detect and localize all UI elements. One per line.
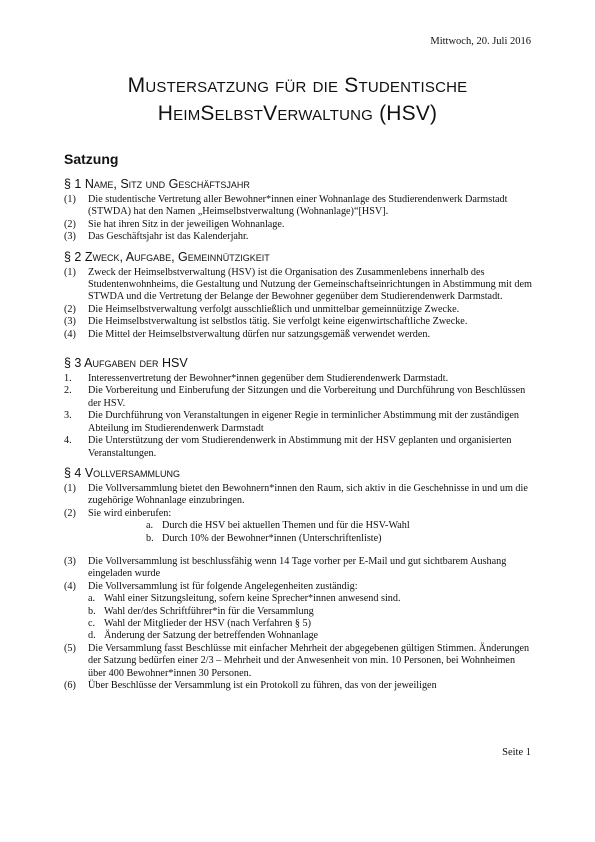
clause-text: Das Geschäftsjahr ist das Kalenderjahr. bbox=[88, 231, 249, 243]
clause bbox=[64, 581, 532, 643]
clause-number: (2) bbox=[64, 507, 76, 519]
clause-number: (3) bbox=[64, 316, 76, 328]
clause-list bbox=[64, 483, 532, 693]
clause bbox=[64, 435, 532, 460]
sub-clause-text: Durch die HSV bei aktuellen Themen und für die HSV-Wahl bbox=[162, 520, 410, 532]
clause-text: Die Vollversammlung bietet den Bewohnern*innen den Raum, sich aktiv in die Geschehnisse in und um die zugehörige Wohnanlage einzubringen. bbox=[88, 482, 528, 507]
section-title: § 3 Aufgaben der HSV bbox=[64, 356, 188, 371]
clause-text: Die Durchführung von Veranstaltungen in eigener Regie in terminlicher Abstimmung mit der zuständigen Abteilung im Studierendenwerk Darmstadt bbox=[88, 410, 519, 434]
clause-text: Die Vorbereitung und Einberufung der Sitzungen und die Vorbereitung und Durchführung von Beschlüssen der HSV. bbox=[88, 385, 526, 409]
clause bbox=[64, 556, 532, 581]
clause-text: Die Unterstützung der vom Studierendenwerk in Abstimmung mit der HSV geplanten und organisierten Veranstaltungen. bbox=[88, 435, 512, 459]
clause-number: (3) bbox=[64, 231, 76, 243]
clause bbox=[64, 194, 532, 219]
section-1 bbox=[64, 176, 532, 244]
clause bbox=[64, 483, 532, 508]
clause-list bbox=[64, 373, 532, 460]
clause-text: Über Beschlüsse der Versammlung ist ein Protokoll zu führen, das von der jeweiligen bbox=[88, 680, 437, 691]
clause-number: 1. bbox=[64, 373, 72, 385]
clause-text: Die Versammlung fasst Beschlüsse mit einfacher Mehrheit der abgegebenen gültigen Stimmen. Änderungen der Satzung bedürfen einer 2/3 – Mehrheit und der Anwesenheit von min. 10 Personen, bei Wohnheimen über 400 Bewohner*innen 30 Personen. bbox=[88, 642, 530, 679]
title-line-1: Mustersatzung für die Studentische bbox=[127, 74, 468, 97]
sub-clause-list bbox=[88, 520, 532, 545]
satzung-heading: Satzung bbox=[64, 151, 119, 167]
sub-clause bbox=[88, 606, 532, 618]
clause-list bbox=[64, 194, 532, 244]
sub-clause bbox=[146, 520, 532, 532]
clause-number: 4. bbox=[64, 435, 72, 447]
clause bbox=[64, 329, 532, 341]
sub-clause-letter: a. bbox=[146, 520, 154, 532]
clause-text: Sie wird einberufen: bbox=[88, 507, 172, 519]
sub-clause-text: Wahl der/des Schriftführer*in für die Versammlung bbox=[104, 605, 314, 617]
clause bbox=[64, 410, 532, 435]
sub-clause-text: Änderung der Satzung der betreffenden Wohnanlage bbox=[104, 630, 319, 642]
clause-number: (1) bbox=[64, 266, 76, 278]
clause-number: (1) bbox=[64, 482, 76, 494]
clause bbox=[64, 373, 532, 385]
clause-text: Die Vollversammlung ist für folgende Angelegenheiten zuständig: bbox=[88, 580, 358, 592]
clause bbox=[64, 316, 532, 328]
sub-clause bbox=[146, 533, 532, 545]
clause-number: 3. bbox=[64, 410, 72, 422]
clause bbox=[64, 219, 532, 231]
clause-list bbox=[64, 267, 532, 341]
clause bbox=[64, 643, 532, 680]
section-title: § 2 Zweck, Aufgabe, Gemeinnützigkeit bbox=[64, 249, 270, 264]
clause-number: (1) bbox=[64, 194, 76, 205]
clause bbox=[64, 267, 532, 304]
sub-clause-letter: c. bbox=[88, 617, 96, 629]
section-2 bbox=[64, 249, 532, 341]
sub-clause-letter: d. bbox=[88, 630, 96, 642]
clause-number: (5) bbox=[64, 642, 76, 654]
clause bbox=[64, 231, 532, 243]
clause-number: (3) bbox=[64, 555, 76, 567]
document-title bbox=[40, 72, 555, 128]
document-body bbox=[64, 150, 532, 697]
clause-number: 2. bbox=[64, 385, 72, 397]
clause-text: Zweck der Heimselbstverwaltung (HSV) ist die Organisation des Zusammenlebens innerhalb des Studentenwohnheims, die Gestaltung und Nutzung der Gemeinschaftseinrichtungen in Abstimmung mit dem STWDA und die Vertretung der Belange der Bewohner gegenüber dem Studierendenwerk Darmstadt. bbox=[88, 266, 532, 303]
clause-number: (4) bbox=[64, 580, 76, 592]
clause bbox=[64, 680, 532, 692]
clause-text: Die Mittel der Heimselbstverwaltung dürfen nur satzungsgemäß verwendet werden. bbox=[88, 328, 431, 340]
page-number: Seite 1 bbox=[502, 747, 531, 758]
clause bbox=[64, 508, 532, 545]
clause-text: Die studentische Vertretung aller Bewohner*innen einer Wohnanlage des Studierendenwerk Darmstadt (STWDA) hat den Namen „Heimselbstverwaltung (Wohnanlage)“[HSV]. bbox=[88, 194, 508, 218]
sub-clause-text: Durch 10% der Bewohner*innen (Unterschriftenliste) bbox=[162, 532, 382, 544]
clause-text: Die Vollversammlung ist beschlussfähig wenn 14 Tage vorher per E-Mail und gut sichtbarem Aushang eingeladen wurde bbox=[88, 555, 507, 580]
clause-text: Sie hat ihren Sitz in der jeweiligen Wohnanlage. bbox=[88, 218, 285, 230]
sub-clause-text: Wahl einer Sitzungsleitung, sofern keine Sprecher*innen anwesend sind. bbox=[104, 593, 401, 605]
section-title: § 4 Vollversammlung bbox=[64, 465, 181, 480]
sub-clause-letter: b. bbox=[146, 532, 154, 544]
date-header: Mittwoch, 20. Juli 2016 bbox=[430, 36, 531, 47]
clause bbox=[64, 385, 532, 410]
sub-clause bbox=[88, 630, 532, 642]
section-title: § 1 Name, Sitz und Geschäftsjahr bbox=[64, 177, 250, 191]
clause-number: (2) bbox=[64, 218, 76, 230]
clause-number: (6) bbox=[64, 680, 76, 691]
section-4 bbox=[64, 465, 532, 693]
sub-clause-list bbox=[88, 593, 532, 643]
clause-number: (4) bbox=[64, 328, 76, 340]
sub-clause-letter: b. bbox=[88, 605, 96, 617]
clause-text: Die Heimselbstverwaltung ist selbstlos tätig. Sie verfolgt keine eigenwirtschaftliche Zwecke. bbox=[88, 316, 468, 328]
clause bbox=[64, 304, 532, 316]
sub-clause bbox=[88, 593, 532, 605]
title-line-2: HeimSelbstVerwaltung (HSV) bbox=[157, 102, 438, 125]
clause-text: Interessenvertretung der Bewohner*innen gegenüber dem Studierendenwerk Darmstadt. bbox=[88, 373, 449, 385]
sub-clause bbox=[88, 618, 532, 630]
sub-clause-letter: a. bbox=[88, 593, 96, 605]
sub-clause-text: Wahl der Mitglieder der HSV (nach Verfahren § 5) bbox=[104, 617, 312, 629]
section-3 bbox=[64, 355, 532, 460]
clause-text: Die Heimselbstverwaltung verfolgt ausschließlich und unmittelbar gemeinnützige Zwecke. bbox=[88, 303, 460, 315]
clause-number: (2) bbox=[64, 303, 76, 315]
